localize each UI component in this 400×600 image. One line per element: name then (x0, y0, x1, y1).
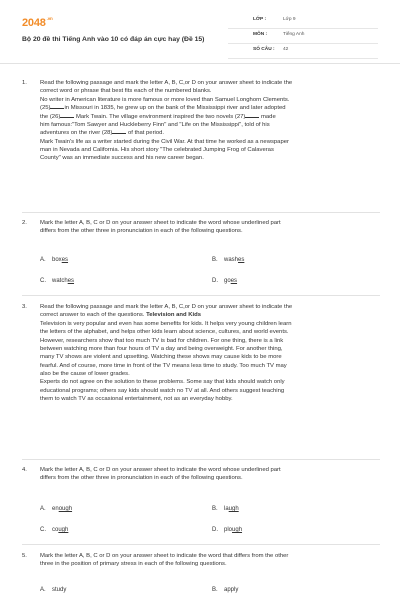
passage-line: many TV shows are violent and upsetting. Watching these shows may cause kids to be more (40, 354, 282, 361)
option-a[interactable]: A. enough (40, 506, 73, 512)
document-header (0, 0, 400, 64)
passage-line: also be the cause of lower grades. (40, 371, 130, 377)
blank-28 (112, 129, 126, 134)
question-2 (22, 219, 380, 236)
option-a[interactable]: A. study (40, 587, 67, 593)
meta-value: Tiếng Anh (283, 32, 305, 37)
instruction-line: correct answer to each of the questions. Television and Kids (40, 312, 201, 319)
instruction-line: correct word or phrase that best fits each of the numbered blanks. (40, 88, 212, 95)
logo-sub-text: .vn (46, 16, 53, 21)
option-d[interactable]: D. plough (212, 527, 243, 533)
blank-26 (60, 113, 74, 118)
passage-line: adventures on the river (28) of that period. (40, 130, 165, 137)
passage-line: between watching more than four hours of TV a day and being overweight. For another thing, (40, 345, 283, 352)
instruction-line: three in the position of primary stress in each of the following questions. (40, 561, 227, 568)
question-number: 2. (22, 220, 27, 226)
blank-25 (50, 104, 64, 109)
meta-value: Lớp 9 (283, 17, 296, 22)
option-a[interactable]: A. boxes (40, 257, 69, 263)
question-4 (22, 466, 380, 483)
blank-27 (245, 113, 259, 118)
question-1 (22, 79, 380, 163)
logo-main-text: 2048 (22, 17, 46, 29)
passage-line: him famous:"Tom Sawyer and Huckleberry Finn" and "Life on the Mississippi", told of his (40, 121, 270, 128)
option-c[interactable]: C. watches (40, 278, 75, 284)
question-3 (22, 303, 380, 404)
option-b[interactable]: B. apply (212, 587, 239, 593)
meta-table (228, 14, 378, 59)
passage-line: Mark Twain's life as a writer started during the Civil War. At that time he worked as a newspaper (40, 138, 289, 145)
document-title: Bộ 20 đề thi Tiếng Anh vào 10 có đáp án cực hay (Đề 15) (22, 36, 205, 43)
passage-line: the letters of the alphabet, and helps other kids learn about science, cultures, and world events. (40, 329, 289, 336)
question-number: 5. (22, 553, 27, 559)
instruction-line: Read the following passage and mark the letter A, B, C,or D on your answer sheet to indicate the (40, 80, 293, 86)
site-logo[interactable] (22, 16, 53, 32)
passage-line: man in Nevada and California. His short story "The celebrated Jumping Frog of Calaveras (40, 147, 274, 153)
passage-line: Experts do not agree on the solution to these problems. Some say that kids should watch only (40, 379, 285, 386)
instruction-line: differs from the other three in pronunciation in each of the following questions. (40, 228, 243, 235)
question-number: 3. (22, 304, 27, 310)
question-5 (22, 552, 380, 569)
instruction-line: Read the following passage and mark the letter A, B, C,or D on your answer sheet to indicate the (40, 304, 293, 310)
passage-line: them to watch TV as occasional entertainment, not as an everyday hobby. (40, 396, 233, 403)
option-b[interactable]: B. laugh (212, 506, 239, 512)
divider (22, 459, 380, 460)
passage-line: No writer in American literature is more famous or more loved than Samuel Longhorn Clements. (40, 96, 290, 103)
option-b[interactable]: B. washes (212, 257, 245, 263)
meta-key: SỐ CÂU : (253, 47, 275, 52)
instruction-line: differs from the other three in pronunciation in each of the following questions. (40, 475, 243, 482)
passage-line: educational programs; others say kids should watch no TV at all. And others suggest teaching (40, 387, 285, 394)
meta-row-grade (228, 14, 378, 29)
meta-key: MÔN : (253, 32, 268, 37)
passage-title: Television and Kids (146, 312, 201, 319)
divider (22, 295, 380, 296)
question-number: 4. (22, 467, 27, 473)
instruction-line: Mark the letter A, B, C or D on your answer sheet to indicate the word whose underlined part (40, 220, 281, 226)
passage-line: County" was an immediate success and his new career began. (40, 155, 204, 162)
meta-row-subject (228, 29, 378, 44)
meta-value: 42 (283, 47, 289, 52)
question-number: 1. (22, 80, 27, 86)
meta-key: LỚP : (253, 17, 267, 22)
passage-line: However, researchers show that too much TV is bad for children. For one thing, there is a link (40, 337, 284, 344)
option-d[interactable]: D. goes (212, 278, 238, 284)
meta-row-question-count (228, 44, 378, 59)
option-c[interactable]: C. cough (40, 527, 69, 533)
passage-line: Television is very popular and even has some benefits for kids. It helps very young children learn (40, 320, 292, 327)
instruction-line: Mark the letter A, B, C or D on your answer sheet to indicate the word that differs from the other (40, 553, 289, 559)
divider (22, 212, 380, 213)
passage-line: (25) in Missouri in 1835, he grew up on the bank of the Mississippi river and later adopted (40, 105, 286, 112)
instruction-line: Mark the letter A, B, C or D on your answer sheet to indicate the word whose underlined part (40, 467, 281, 473)
divider (22, 544, 380, 545)
passage-line: the (26) Mark Twain. The village environment inspired the two novels (27) made (40, 113, 276, 120)
passage-line: fearful. And of course, more time in front of the TV means less time to study. Too much TV may (40, 362, 287, 369)
